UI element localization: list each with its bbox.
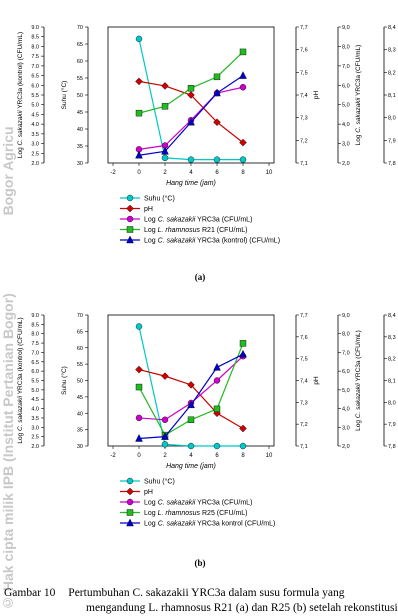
kontrol-tick-label: 4.5 (31, 112, 39, 119)
suhu-tick-label: 50 (76, 93, 83, 99)
x-axis-label: Hang time (jam) (166, 180, 216, 187)
legend-label: Log C. sakazakii YRC3a (CFU/mL) (144, 499, 253, 507)
ph-tick-label: 7,6 (300, 334, 308, 341)
rhamnosus-tick-label: 7,9 (388, 138, 396, 145)
x-tick-label: 8 (241, 170, 245, 176)
suhu-axis-label: Suhu (°C) (61, 366, 68, 395)
data-point (214, 363, 221, 370)
data-point (214, 378, 220, 384)
data-point (188, 417, 194, 423)
sakazakii-tick-label: 8,0 (342, 44, 350, 51)
series-line (139, 39, 243, 160)
data-point (162, 417, 168, 423)
sakazakii-tick-label: 6,0 (342, 83, 350, 90)
figure-caption (4, 586, 398, 616)
kontrol-tick-label: 3.0 (31, 141, 39, 148)
sakazakii-tick-label: 7,0 (342, 350, 350, 357)
sakazakii-axis-label: Log C. sakazakii YRC3a (CFU/mL) (355, 44, 362, 146)
x-tick-label: -2 (110, 453, 116, 459)
series-3 (136, 49, 246, 116)
legend (120, 478, 275, 528)
kontrol-tick-label: 8.5 (31, 322, 39, 329)
data-point (162, 103, 168, 109)
sakazakii-tick-label: 3,0 (342, 141, 350, 148)
data-point (162, 441, 168, 447)
sakazakii-tick-label: 4,0 (342, 122, 350, 129)
kontrol-tick-label: 6.5 (31, 73, 39, 80)
x-tick-label: 10 (265, 453, 273, 459)
sakazakii-tick-label: 8,0 (342, 331, 350, 338)
data-point (240, 49, 246, 55)
x-tick-label: 6 (215, 453, 219, 459)
kontrol-tick-label: 2.5 (31, 434, 39, 441)
rhamnosus-tick-label: 8,1 (388, 378, 396, 385)
suhu-tick-label: 60 (76, 345, 83, 352)
kontrol-tick-label: 7.0 (31, 63, 39, 70)
kontrol-tick-label: 5.5 (31, 378, 39, 385)
panel-label: (a) (194, 272, 206, 282)
data-point (162, 155, 168, 161)
sakazakii-tick-label: 2,0 (342, 444, 350, 450)
data-point (136, 323, 142, 329)
kontrol-tick-label: 5.5 (31, 93, 39, 99)
data-point (214, 157, 220, 163)
data-point (214, 443, 220, 449)
rhamnosus-tick-label: 8,1 (388, 93, 396, 99)
kontrol-tick-label: 6.0 (31, 83, 39, 90)
legend-swatch-marker (127, 195, 133, 201)
ph-tick-label: 7,5 (300, 70, 308, 77)
legend-label: pH (144, 489, 153, 496)
x-tick-label: 0 (137, 170, 141, 176)
ph-tick-label: 7,2 (300, 138, 308, 145)
x-tick-label: 4 (189, 453, 193, 459)
legend-swatch-marker (127, 499, 133, 505)
data-point (136, 78, 143, 85)
kontrol-tick-label: 7.5 (31, 341, 39, 348)
series-4 (136, 350, 247, 441)
sakazakii-tick-label: 5,0 (342, 102, 350, 109)
series-4 (136, 72, 247, 159)
legend-label: Log C. sakazakii YRC3a kontrol (CFU/mL) (144, 520, 276, 528)
suhu-tick-label: 30 (76, 444, 83, 450)
suhu-axis-label: Suhu (°C) (61, 80, 68, 110)
sakazakii-tick-label: 6,0 (342, 369, 350, 376)
kontrol-tick-label: 2.5 (31, 151, 39, 158)
plot-frame (108, 315, 274, 446)
legend-label: pH (144, 206, 153, 213)
caption-line2: mengandung L. rhamnosus R21 (a) dan R25 (b) setelah rekonstitusi (86, 602, 398, 614)
data-point (188, 157, 194, 163)
suhu-tick-label: 70 (76, 313, 83, 319)
kontrol-tick-label: 9.0 (31, 25, 39, 31)
data-point (136, 384, 142, 390)
sakazakii-tick-label: 4,0 (342, 406, 350, 413)
x-tick-label: 2 (163, 453, 167, 459)
data-point (240, 157, 246, 163)
ph-tick-label: 7,3 (300, 400, 308, 407)
sakazakii-tick-label: 9,0 (342, 313, 350, 319)
kontrol-tick-label: 3.0 (31, 425, 39, 432)
kontrol-tick-label: 4.0 (31, 122, 39, 129)
ph-tick-label: 7,7 (300, 313, 308, 319)
rhamnosus-tick-label: 8,4 (388, 25, 396, 31)
kontrol-tick-label: 2.0 (31, 444, 39, 450)
data-point (162, 373, 169, 380)
sakazakii-axis-label: Log C. sakazakii YRC3a (CFU/mL) (355, 330, 362, 431)
kontrol-tick-label: 4.5 (31, 397, 39, 404)
rhamnosus-tick-label: 7,9 (388, 422, 396, 429)
x-tick-label: 10 (265, 170, 273, 176)
suhu-tick-label: 65 (76, 329, 83, 336)
kontrol-tick-label: 9.0 (31, 313, 39, 319)
rhamnosus-tick-label: 8,2 (388, 356, 396, 363)
chart-b (17, 313, 398, 568)
ph-tick-label: 7,3 (300, 115, 308, 122)
legend-label: Log L. rhamnosus R21 (CFU/mL) (144, 227, 248, 234)
sakazakii-tick-label: 7,0 (342, 63, 350, 70)
data-point (136, 36, 142, 42)
rhamnosus-tick-label: 7,8 (388, 161, 396, 167)
kontrol-tick-label: 3.5 (31, 131, 39, 138)
kontrol-tick-label: 7.0 (31, 350, 39, 357)
caption-line1: Pertumbuhan C. sakazakii YRC3a dalam susu formula yang (68, 587, 345, 599)
suhu-tick-label: 30 (76, 161, 83, 167)
data-point (136, 110, 142, 116)
suhu-tick-label: 55 (76, 76, 83, 82)
suhu-tick-label: 55 (76, 362, 83, 369)
data-point (162, 82, 169, 89)
kontrol-axis-label: Log C. sakazakii YRC3a (kontrol) (CFU/mL) (17, 31, 24, 159)
legend-label: Log L. rhamnosus R25 (CFU/mL) (144, 510, 248, 517)
suhu-tick-label: 60 (76, 59, 83, 65)
rhamnosus-tick-label: 8,2 (388, 70, 396, 77)
data-point (240, 72, 247, 79)
sakazakii-tick-label: 3,0 (342, 425, 350, 432)
sakazakii-tick-label: 5,0 (342, 387, 350, 394)
ph-tick-label: 7,1 (300, 161, 308, 167)
suhu-tick-label: 40 (76, 411, 83, 418)
suhu-tick-label: 45 (76, 110, 83, 116)
x-tick-label: 2 (163, 170, 167, 176)
data-point (136, 415, 142, 421)
data-point (188, 443, 194, 449)
kontrol-axis-label: Log C. sakazakii YRC3a (kontrol) (CFU/mL) (17, 317, 24, 444)
legend-label: Suhu (°C) (144, 478, 175, 486)
legend-swatch-marker (127, 510, 133, 516)
data-point (214, 74, 220, 80)
data-point (240, 340, 246, 346)
x-tick-label: -2 (110, 170, 116, 176)
rhamnosus-tick-label: 8,4 (388, 313, 396, 319)
ph-tick-label: 7,2 (300, 422, 308, 429)
kontrol-tick-label: 8.0 (31, 44, 39, 51)
ph-tick-label: 7,4 (300, 378, 308, 385)
ph-tick-label: 7,6 (300, 47, 308, 54)
data-point (240, 84, 246, 90)
rhamnosus-tick-label: 8,3 (388, 47, 396, 54)
kontrol-tick-label: 6.5 (31, 359, 39, 366)
data-point (188, 85, 194, 91)
legend-swatch-marker (127, 227, 133, 233)
suhu-tick-label: 40 (76, 127, 83, 133)
rhamnosus-tick-label: 8,0 (388, 400, 396, 407)
kontrol-tick-label: 7.5 (31, 54, 39, 61)
suhu-tick-label: 35 (76, 144, 83, 150)
kontrol-tick-label: 3.5 (31, 415, 39, 422)
legend-label: Log C. sakazakii YRC3a (CFU/mL) (144, 216, 253, 224)
suhu-tick-label: 35 (76, 427, 83, 434)
caption-label: Gambar 10 (4, 587, 56, 599)
rhamnosus-tick-label: 8,3 (388, 334, 396, 341)
ph-tick-label: 7,7 (300, 25, 308, 31)
kontrol-tick-label: 5.0 (31, 102, 39, 109)
sakazakii-tick-label: 9,0 (342, 25, 350, 31)
legend-swatch-marker (127, 205, 134, 212)
suhu-tick-label: 70 (76, 25, 83, 31)
legend-swatch-marker (127, 478, 133, 484)
kontrol-tick-label: 6.0 (31, 369, 39, 376)
rhamnosus-tick-label: 7,8 (388, 444, 396, 450)
ph-tick-label: 7,1 (300, 444, 308, 450)
panel-label: (b) (194, 558, 206, 568)
sakazakii-tick-label: 2,0 (342, 161, 350, 167)
ph-tick-label: 7,4 (300, 93, 308, 99)
legend-swatch-marker (127, 488, 134, 495)
x-axis-label: Hang time (jam) (166, 463, 216, 470)
kontrol-tick-label: 5.0 (31, 387, 39, 394)
rhamnosus-tick-label: 8,0 (388, 115, 396, 122)
data-point (240, 425, 247, 432)
series-line (139, 52, 243, 113)
ph-tick-label: 7,5 (300, 356, 308, 363)
data-point (240, 350, 247, 357)
x-tick-label: 0 (137, 453, 141, 459)
kontrol-tick-label: 4.0 (31, 406, 39, 413)
kontrol-tick-label: 8.5 (31, 34, 39, 41)
chart-a (17, 25, 398, 282)
legend-swatch-marker (127, 216, 133, 222)
ph-axis-label: pH (313, 90, 320, 100)
watermark-top-text: © Hak cipta milik IPB (Institut Pertanian Bogor) (0, 293, 16, 611)
x-tick-label: 6 (215, 170, 219, 176)
legend-label: Suhu (°C) (144, 195, 175, 203)
kontrol-tick-label: 2.0 (31, 161, 39, 167)
suhu-tick-label: 45 (76, 394, 83, 401)
data-point (136, 366, 143, 373)
data-point (214, 406, 220, 412)
legend-label: Log C. sakazakii YRC3a (kontrol) (CFU/mL) (144, 237, 281, 245)
x-tick-label: 4 (189, 170, 193, 176)
kontrol-tick-label: 8.0 (31, 331, 39, 338)
watermark-bottom-text: Bogor Agricu (0, 126, 16, 216)
suhu-tick-label: 65 (76, 42, 83, 48)
suhu-tick-label: 50 (76, 378, 83, 385)
series-0 (136, 36, 246, 163)
data-point (240, 443, 246, 449)
ph-axis-label: pH (313, 376, 320, 385)
legend (120, 195, 280, 245)
x-tick-label: 8 (241, 453, 245, 459)
